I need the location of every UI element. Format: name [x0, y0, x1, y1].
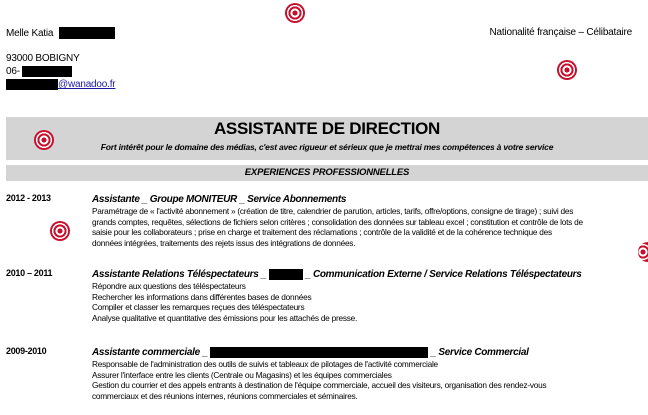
- page-subtitle: Fort intérêt pour le domaine des médias, c'est avec rigueur et sérieux que je mettrai mes compétences à votre service: [100, 142, 554, 152]
- experience-description: [92, 281, 648, 323]
- description-line: Paramétrage de « l'activité abonnement » (création de titre, calendrier de parution, articles, tarifs, offre/options, consigne de tirage) ; suivi des: [92, 206, 574, 216]
- redaction-bar: [269, 269, 303, 280]
- identity-block: [6, 27, 115, 91]
- name-line: [6, 27, 115, 40]
- city-line: 93000 BOBIGNY: [6, 53, 80, 64]
- target-marker-icon[interactable]: [34, 130, 54, 150]
- experience-period: 2009-2010: [6, 346, 47, 356]
- name-text: Melle Katia: [6, 28, 54, 39]
- target-marker-icon[interactable]: [50, 221, 70, 241]
- experience-title-text: Assistante Relations Téléspectateurs _: [92, 269, 267, 280]
- redaction-bar: [59, 27, 115, 39]
- description-line: Rechercher les informations dans différentes bases de données: [92, 291, 312, 302]
- experience-period: 2012 - 2013: [6, 193, 51, 203]
- redaction-bar: [22, 66, 72, 77]
- phone-prefix: 06-: [6, 66, 20, 77]
- email-link[interactable]: @wanadoo.fr: [58, 79, 116, 90]
- redaction-bar: [210, 347, 428, 358]
- experience-title-text: _ Communication Externe / Service Relations Téléspectateurs: [305, 269, 582, 280]
- description-line: données intégrées, traitements des rejets issus des intégrations de données.: [92, 237, 356, 248]
- nationality-text: Nationalité française – Célibataire: [489, 27, 632, 38]
- description-line: Responsable de l'administration des outils de suivis et tableaux de pilotages de l'activité commerciale: [92, 359, 438, 369]
- experience-description: [92, 206, 648, 248]
- experience-period: 2010 – 2011: [6, 268, 53, 278]
- experience-title-text: Assistante commerciale _: [92, 347, 208, 358]
- experience-entry: [6, 268, 648, 334]
- description-line: Analyse qualitative et quantitative des émissions pour les attachés de presse.: [92, 312, 358, 323]
- phone-line: [6, 65, 115, 78]
- experience-title: [92, 268, 648, 281]
- email-line: [6, 78, 115, 91]
- description-line: saisie pour les collaborateurs ; prise en charge et traitement des réclamations ; contrôle de la validité et de la cohérence technique des: [92, 227, 552, 238]
- description-line: commerciaux et des réunions internes, réunions commerciales et séminaires.: [92, 390, 358, 401]
- description-line: Répondre aux questions des téléspectateurs: [92, 281, 246, 291]
- experience-entry: [6, 193, 648, 259]
- experience-title: [92, 346, 648, 359]
- experience-title-text: Assistante _ Groupe MONITEUR _ Service Abonnements: [92, 194, 347, 205]
- description-line: Assurer l'interface entre les clients (Centrale ou Magasins) et les équipes commerciales: [92, 369, 392, 380]
- experience-title: [92, 193, 648, 206]
- experience-entry: [6, 346, 648, 412]
- description-line: Compiler et classer les remarques reçues des téléspectateurs: [92, 302, 305, 313]
- target-marker-icon[interactable]: [285, 3, 305, 23]
- description-line: Gestion du courrier et des appels entrants à destination de l'équipe commerciale, accueil des visiteurs, organisation des rendez-vous: [92, 380, 547, 391]
- experience-title-text: _ Service Commercial: [430, 347, 529, 358]
- page-title: ASSISTANTE DE DIRECTION: [213, 119, 441, 138]
- target-marker-icon[interactable]: [638, 242, 648, 262]
- title-banner: [6, 117, 648, 160]
- target-marker-icon[interactable]: [557, 60, 577, 80]
- redaction-bar: [6, 79, 58, 90]
- experience-description: [92, 359, 648, 401]
- section-header: EXPERIENCES PROFESSIONNELLES: [6, 165, 648, 181]
- description-line: grands comptes, requêtes, sélections de fichiers selon critères ; consolidation des données sur tableau excel ; constitution et contrôle de lots de: [92, 216, 583, 227]
